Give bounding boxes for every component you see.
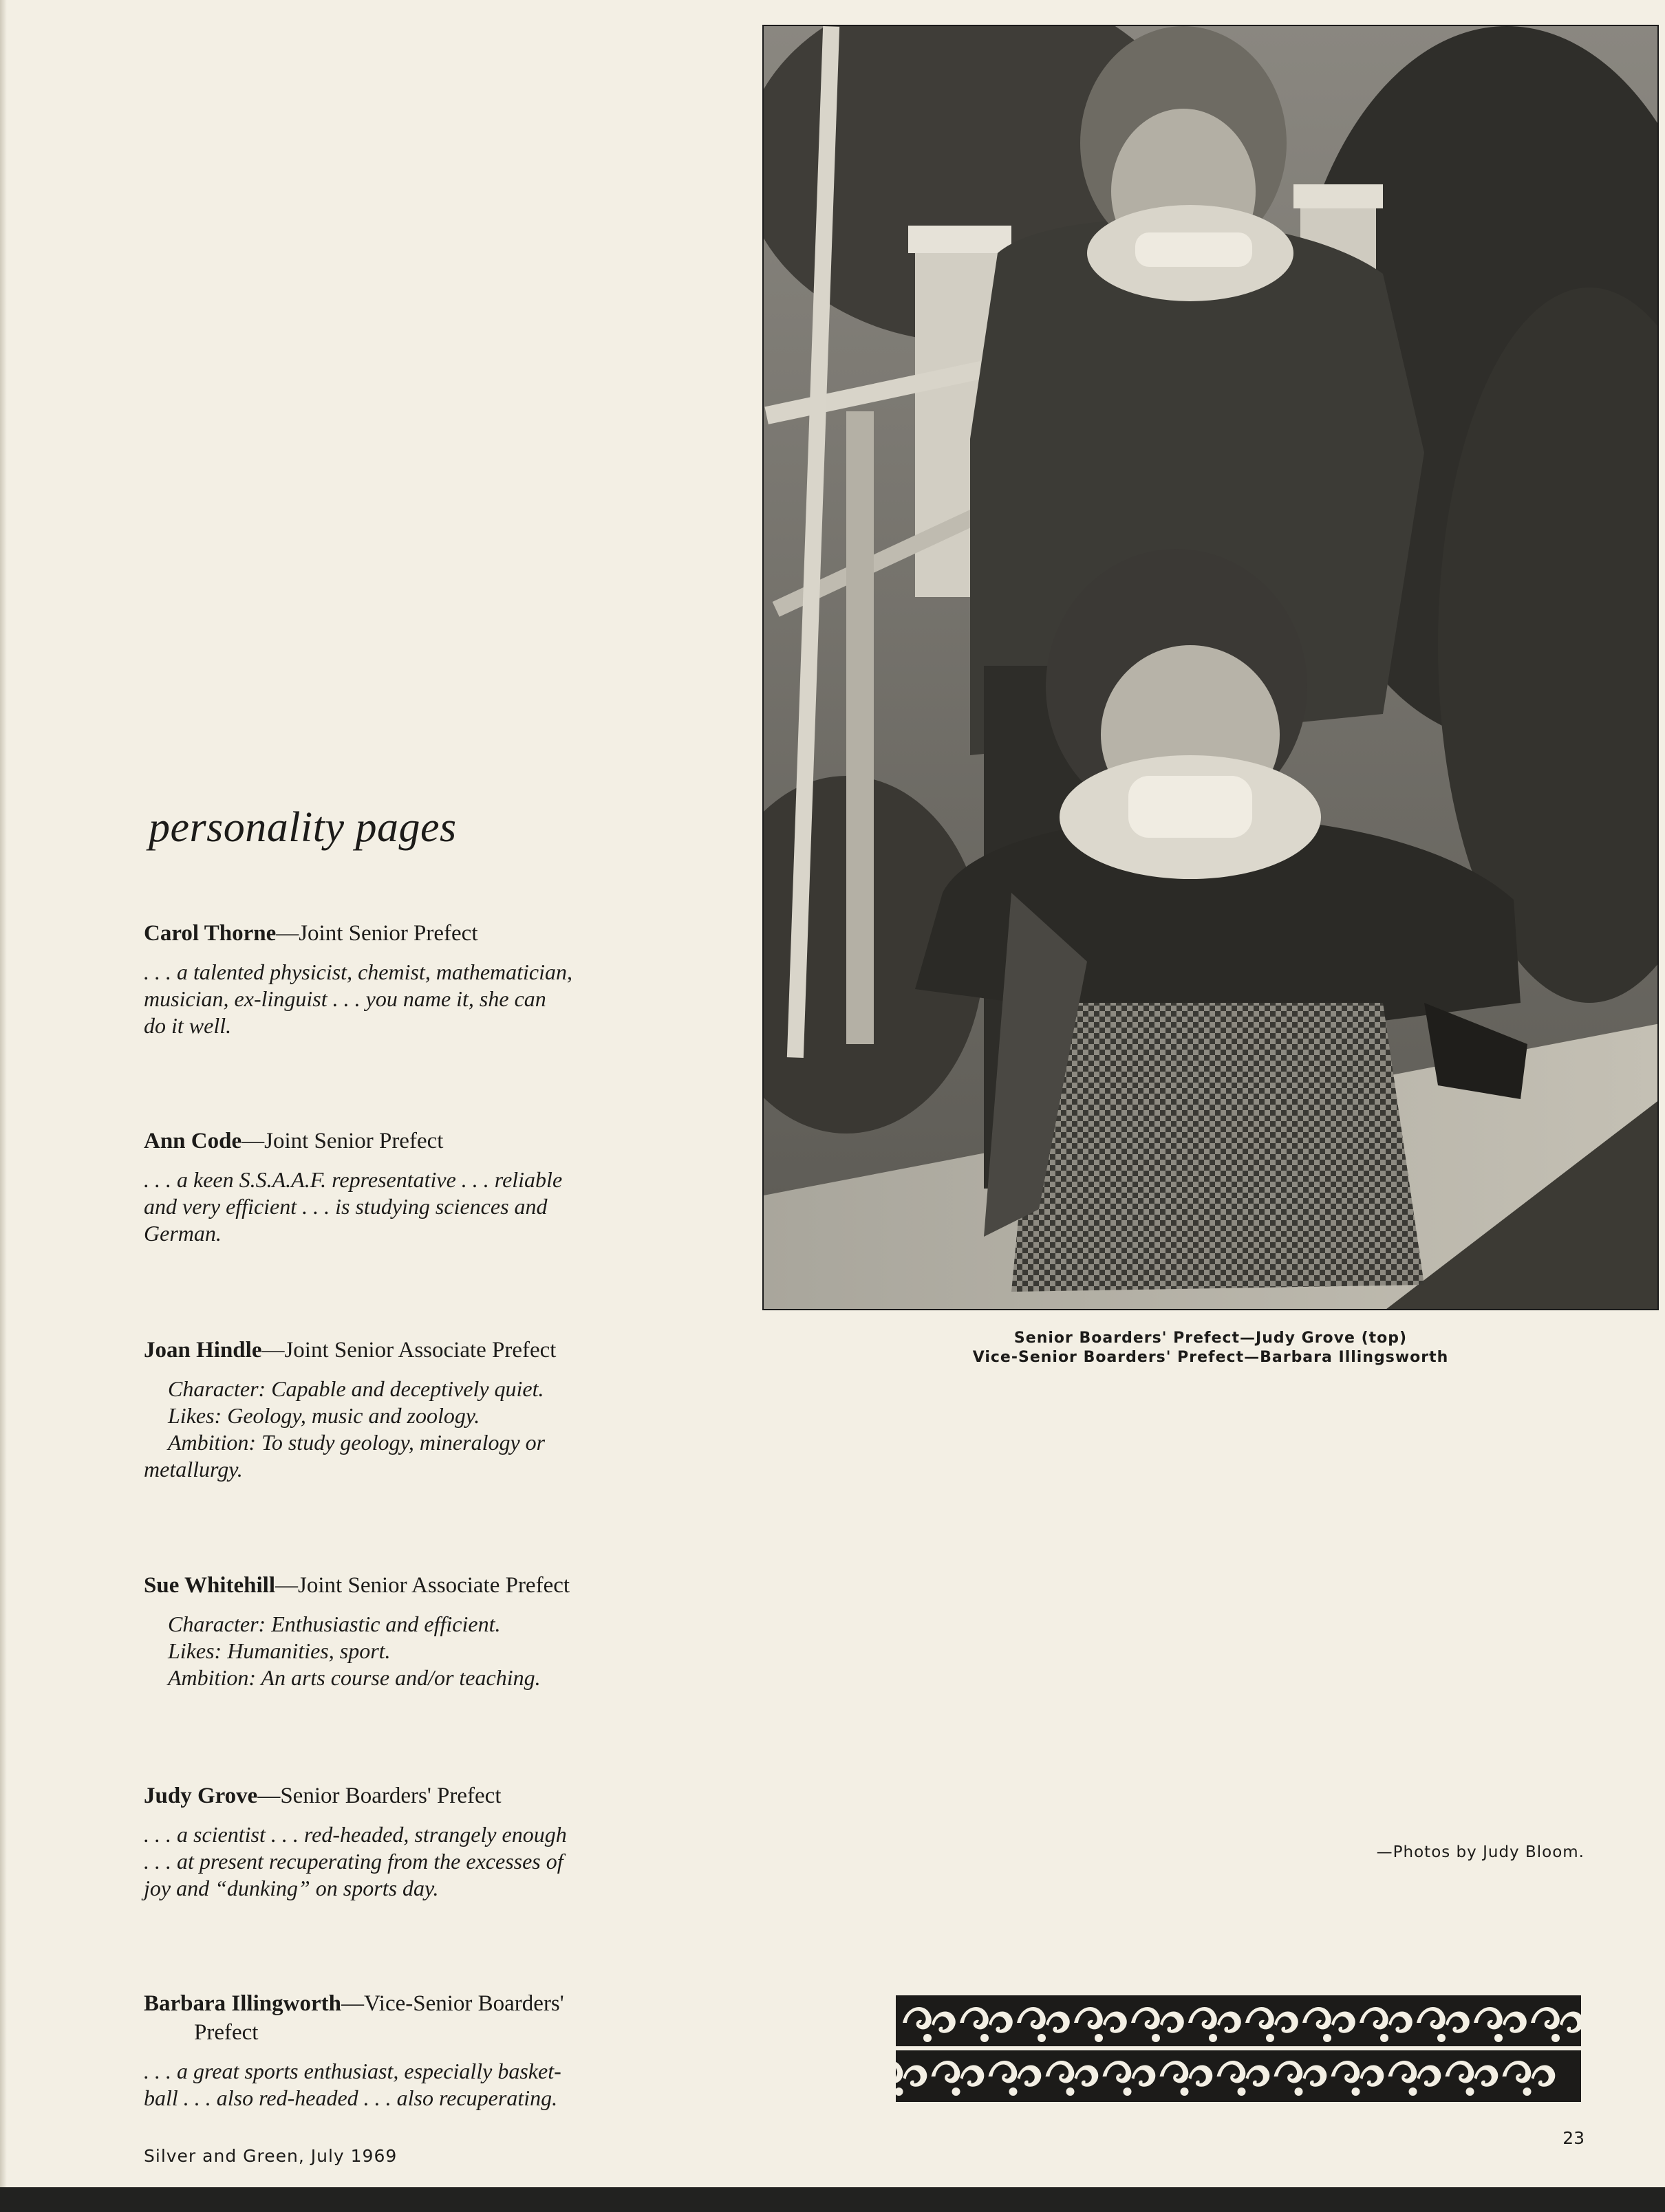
section-title: personality pages (149, 804, 457, 851)
caption-line: Vice-Senior Boarders' Prefect—Barbara Illingsworth (972, 1349, 1449, 1366)
entry-description (144, 1821, 694, 1902)
entry-line: Likes: Geology, music and zoology. (168, 1403, 480, 1428)
entry-line: joy and “dunking” on sports day. (144, 1876, 439, 1900)
page-number: 23 (1562, 2128, 1585, 2148)
entry-name: Barbara Illingworth (144, 1991, 341, 2016)
entry-heading (144, 1989, 694, 2047)
entry-line: do it well. (144, 1013, 232, 1038)
entry-role: —Senior Boarders' Prefect (257, 1783, 502, 1808)
caption-line: Senior Boarders' Prefect—Judy Grove (top) (1013, 1330, 1408, 1347)
entry-role: —Joint Senior Prefect (241, 1129, 444, 1153)
publication-footer: Silver and Green, July 1969 (144, 2146, 398, 2166)
entry-heading (144, 1571, 694, 1600)
entry-name: Joan Hindle (144, 1338, 262, 1363)
entry-role: —Joint Senior Prefect (276, 921, 478, 946)
entry-line: metallurgy. (144, 1457, 243, 1482)
entry-line: musician, ex-linguist . . . you name it, she can (144, 986, 546, 1011)
entry-heading (144, 919, 694, 948)
entry-role-continued: Prefect (194, 2020, 259, 2045)
entry-name: Judy Grove (144, 1783, 258, 1808)
entry-line: Ambition: To study geology, mineralogy or (168, 1430, 546, 1455)
entry-line: Likes: Humanities, sport. (168, 1638, 391, 1663)
entry-ann-code (144, 1127, 694, 1247)
entry-line: . . . a great sports enthusiast, especially basket- (144, 2059, 561, 2083)
scan-bottom-edge (0, 2187, 1665, 2212)
page-edge-shadow (0, 0, 7, 2212)
entry-sue-whitehill (144, 1571, 694, 1691)
photo-credit: —Photos by Judy Bloom. (1376, 1843, 1585, 1861)
entry-heading (144, 1127, 694, 1156)
entry-heading (144, 1336, 694, 1365)
entry-line: . . . a scientist . . . red-headed, strangely enough (144, 1822, 567, 1847)
entry-role: —Joint Senior Associate Prefect (261, 1338, 557, 1363)
entry-description (144, 2058, 694, 2112)
entry-line: and very efficient . . . is studying sciences and (144, 1194, 548, 1219)
entry-description (144, 959, 694, 1039)
ornament-divider (896, 2046, 1581, 2050)
entry-heading (144, 1781, 694, 1810)
entry-judy-grove (144, 1781, 694, 1902)
decorative-ornament-band (896, 1995, 1581, 2102)
entry-line: . . . a talented physicist, chemist, mathematician, (144, 959, 572, 984)
entry-name: Carol Thorne (144, 921, 277, 946)
entry-description (144, 1376, 694, 1483)
entry-barbara-illingworth (144, 1989, 694, 2112)
entry-description (144, 1167, 694, 1247)
entry-line: Character: Capable and deceptively quiet. (168, 1376, 544, 1401)
entry-line: . . . a keen S.S.A.A.F. representative . . . reliable (144, 1167, 563, 1192)
photo-caption (762, 1329, 1659, 1367)
entry-line: Ambition: An arts course and/or teaching. (168, 1665, 541, 1690)
entry-joan-hindle (144, 1336, 694, 1483)
entry-carol-thorne (144, 919, 694, 1039)
photo-image (764, 26, 1659, 1310)
entry-name: Ann Code (144, 1129, 242, 1153)
entry-role: —Vice-Senior Boarders' (341, 1991, 564, 2016)
entry-name: Sue Whitehill (144, 1573, 276, 1598)
entry-role: —Joint Senior Associate Prefect (275, 1573, 570, 1598)
entry-line: Character: Enthusiastic and efficient. (168, 1612, 501, 1636)
photo-two-girls-eating-sandwiches (762, 25, 1659, 1310)
entry-line: . . . at present recuperating from the excesses of (144, 1849, 563, 1874)
entry-description (144, 1611, 694, 1691)
entry-line: German. (144, 1221, 222, 1246)
entry-line: ball . . . also red-headed . . . also recuperating. (144, 2085, 558, 2110)
